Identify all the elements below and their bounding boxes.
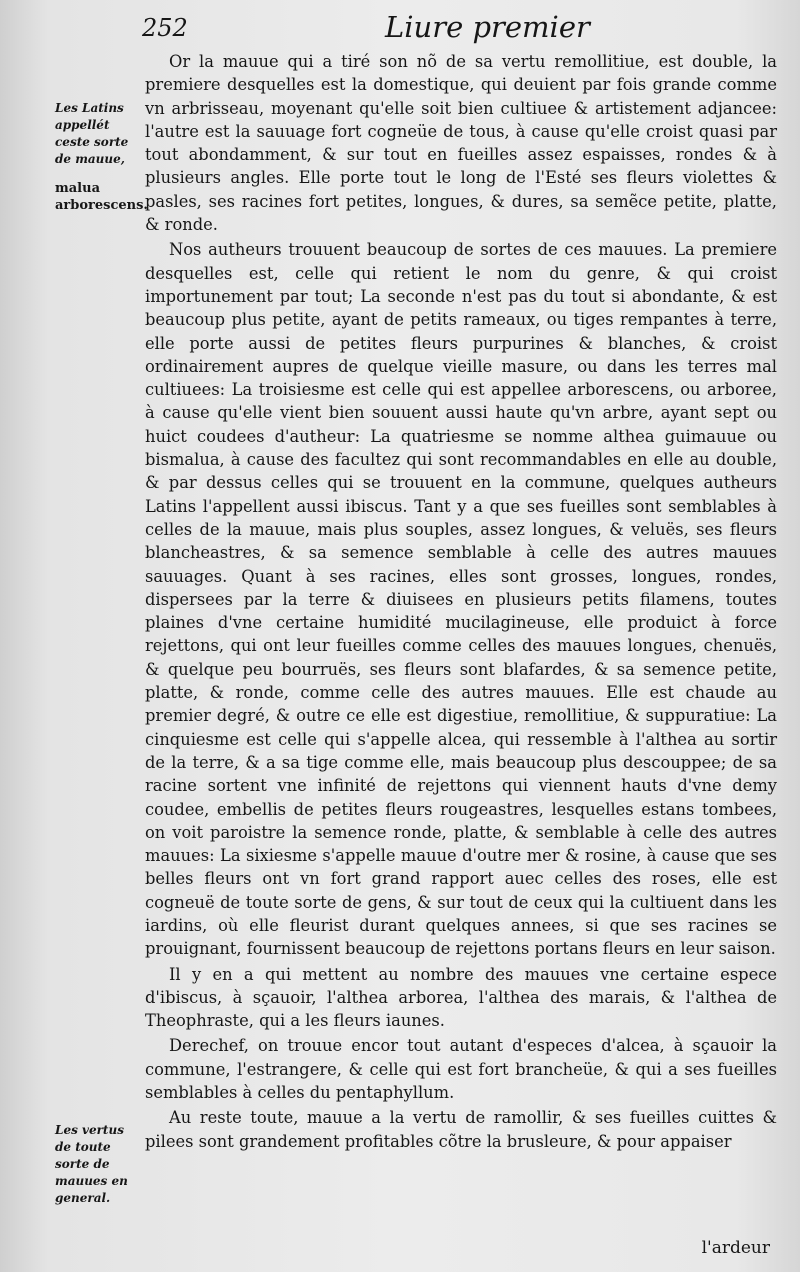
paragraph-ibiscus: Il y en a qui mettent au nombre des mauues vne certaine espece d'ibiscus, à sçauoir, l'althea arborea, l'althea des marais, & l'althea de Theophraste, qui a les fleurs iaunes. [145, 964, 777, 1031]
catchword: l'ardeur [701, 1238, 770, 1258]
running-head: Liure premier [385, 10, 590, 44]
paragraph-alcea: Derechef, on trouue encor tout autant d'especes d'alcea, à sçauoir la commune, l'estrangere, & celle qui est fort brancheüe, & qui a ses fueilles semblables à celles du pentaphyllum. [145, 1036, 777, 1103]
margin-note-latin-name: Les Latins appellét ceste sorte de mauue, [55, 101, 129, 166]
margin-note-malua: malua arborescens. [55, 181, 148, 213]
page-number: 252 [142, 14, 188, 42]
margin-note-virtues: Les vertus de toute sorte de mauues en general. [55, 1123, 128, 1205]
body-text [145, 50, 777, 1153]
paragraph-vertus: Au reste toute, mauue a la vertu de ramollir, & ses fueilles cuittes & pilees sont grandement profitables cõtre la brusleure, & pour appaiser [145, 1108, 777, 1151]
paragraph-mauue-double: Or la mauue qui a tiré son nõ de sa vertu remollitiue, est double, la premiere desquelles est la domestique, qui deuient par fois grande comme vn arbrisseau, moyenant qu'elle soit bien cultiuee & artistement adjancee: l'autre est la sauuage fort cogneüe de tous, à cause qu'elle croist quasi par tout abondamment, & sur tout en fueilles assez espaisses, rondes & à plusieurs angles. Elle porte tout le long de l'Esté ses fleurs violettes & pasles, ses racines fort petites, longues, & dures, sa semẽce petite, platte, & ronde. [145, 52, 777, 235]
paragraph-sortes-mauues: Nos autheurs trouuent beaucoup de sortes de ces mauues. La premiere desquelles est, celle qui retient le nom du genre, & qui croist importunement par tout; La seconde n'est pas du tout si abondante, & est beaucoup plus petite, ayant de petits rameaux, ou tiges rempantes à terre, elle porte aussi de petites fleurs purpurines & blanches, & croist ordinairement aupres de quelque vieille masure, ou dans les terres mal cultiuees: La troisiesme est celle qui est appellee arborescens, ou arboree, à cause qu'elle vient bien souuent aussi haute qu'vn arbre, ayant sept ou huict coudees d'autheur: La quatriesme se nomme althea guimauue ou bismalua, à cause des facultez qui sont recommandables en elle au double, & par dessus celles qui se trouuent en la commune, quelques autheurs Latins l'appellent aussi ibiscus. Tant y a que ses fueilles sont semblables à celles de la mauue, mais plus souples, assez longues, & veluës, ses fleurs blancheastres, & sa semence semblable à celle des autres mauues sauuages. Quant à ses racines, elles sont grosses, longues, rondes, dispersees par la terre & diuisees en plusieurs petits filamens, toutes plaines d'vne certaine humidité mucilagineuse, elle produict à force rejettons, qui ont leur fueilles comme celles des mauues longues, chenuës, & quelque peu bourruës, ses fleurs sont blafardes, & sa semence petite, platte, & ronde, comme celle des autres mauues. Elle est chaude au premier degré, & outre ce elle est digestiue, remollitiue, & suppuratiue: La cinquiesme est celle qui s'appelle alcea, qui ressemble à l'althea au sortir de la terre, & a sa tige comme elle, mais beaucoup plus descouppee; de sa racine sortent vne infinité de rejettons qui viennent hauts d'vne demy coudee, embellis de petites fleurs rougeastres, lesquelles estans tombees, on voit paroistre la semence ronde, platte, & semblable à celle des autres mauues: La sixiesme s'appelle mauue d'outre mer & rosine, à cause que ses belles fleurs ont vn fort grand rapport auec celles des roses, elle est cogneuë de toute sorte de gens, & sur tout de ceux qui la cultiuent dans les iardins, où elle fleurist durant quelques annees, si que ses racines se prouignant, fournissent beaucoup de rejettons portans fleurs en leur saison. [145, 240, 777, 959]
